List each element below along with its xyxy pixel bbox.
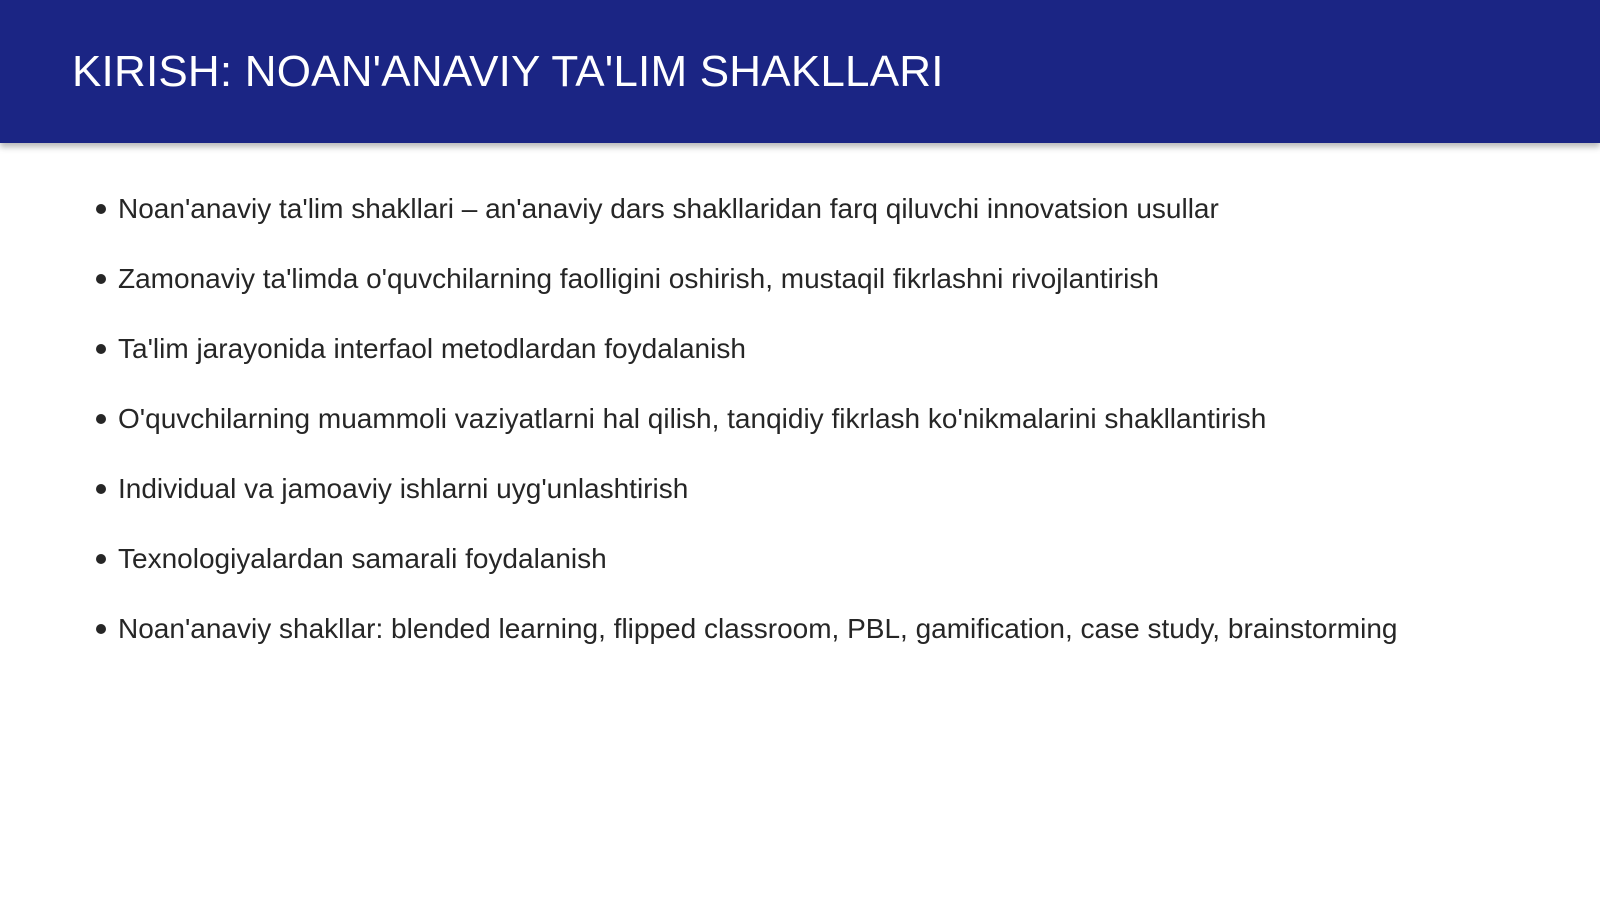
bullet-item xyxy=(96,468,1398,510)
bullet-list xyxy=(96,188,1398,678)
bullet-item xyxy=(96,188,1398,230)
bullet-text: Ta'lim jarayonida interfaol metodlardan foydalanish xyxy=(118,333,746,364)
bullet-item xyxy=(96,258,1398,300)
bullet-dot-icon xyxy=(96,274,106,284)
bullet-text: Zamonaviy ta'limda o'quvchilarning faolligini oshirish, mustaqil fikrlashni rivojlantirish xyxy=(118,263,1159,294)
bullet-dot-icon xyxy=(96,484,106,494)
bullet-text: Noan'anaviy ta'lim shakllari – an'anaviy dars shakllaridan farq qiluvchi innovatsion usullar xyxy=(118,193,1219,224)
slide-title: KIRISH: NOAN'ANAVIY TA'LIM SHAKLLARI xyxy=(72,47,944,96)
bullet-item xyxy=(96,398,1398,440)
bullet-item xyxy=(96,608,1398,650)
bullet-text: Individual va jamoaviy ishlarni uyg'unlashtirish xyxy=(118,473,689,504)
bullet-dot-icon xyxy=(96,344,106,354)
bullet-dot-icon xyxy=(96,624,106,634)
bullet-dot-icon xyxy=(96,204,106,214)
bullet-text: Texnologiyalardan samarali foydalanish xyxy=(118,543,607,574)
bullet-text: Noan'anaviy shakllar: blended learning, flipped classroom, PBL, gamification, case study, brainstorming xyxy=(118,613,1398,644)
bullet-dot-icon xyxy=(96,554,106,564)
title-bar xyxy=(0,0,1600,143)
bullet-item xyxy=(96,538,1398,580)
bullet-dot-icon xyxy=(96,414,106,424)
bullet-item xyxy=(96,328,1398,370)
bullet-text: O'quvchilarning muammoli vaziyatlarni hal qilish, tanqidiy fikrlash ko'nikmalarini shakllantirish xyxy=(118,403,1267,434)
